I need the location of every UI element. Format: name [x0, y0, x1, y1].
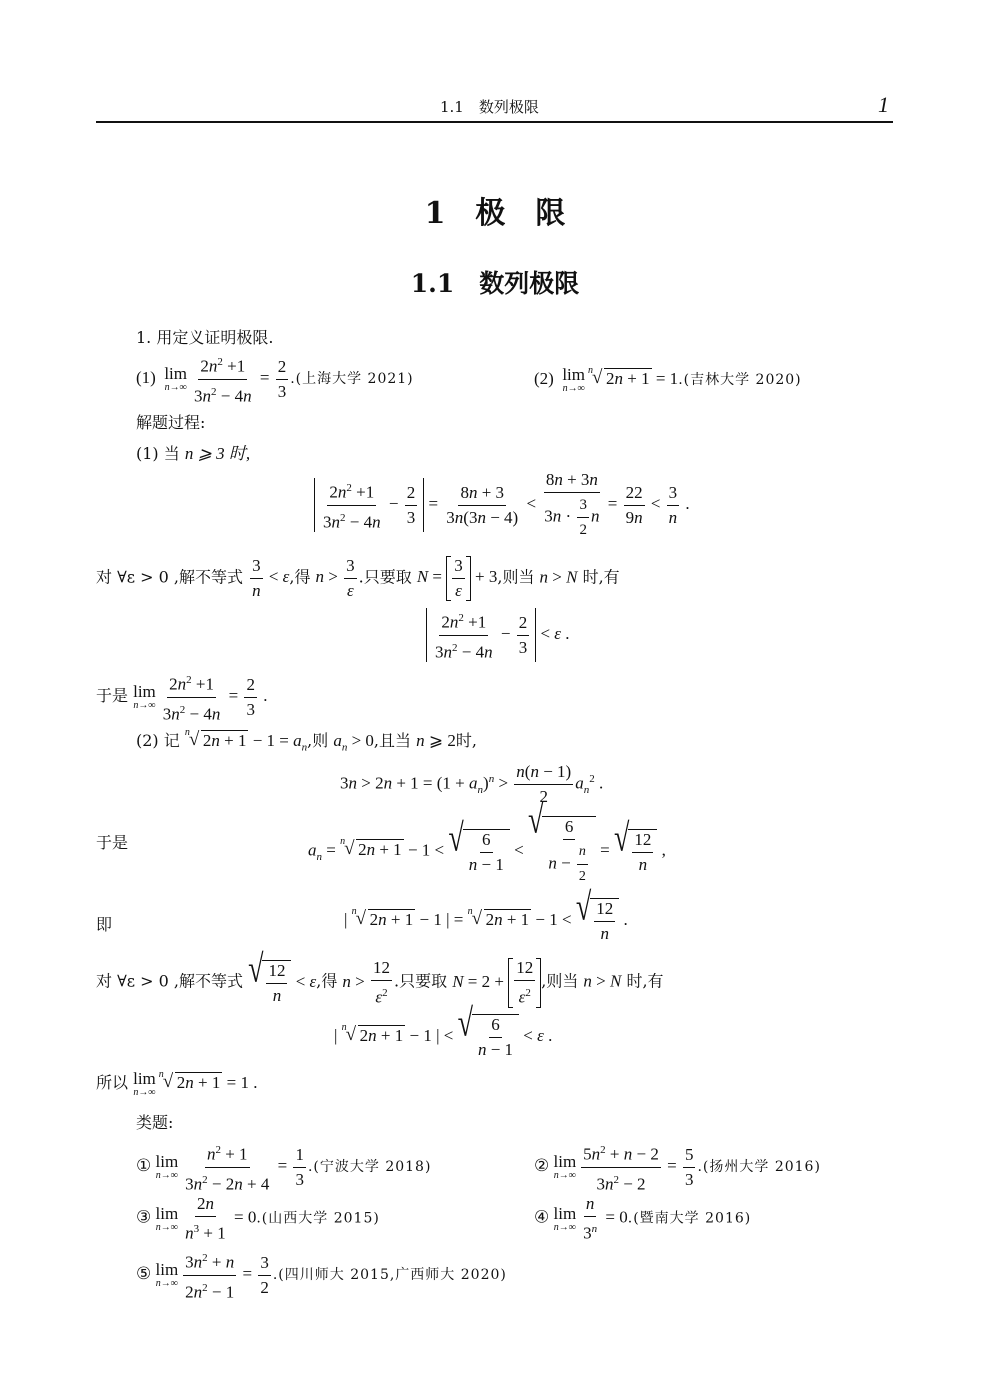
similar-source-3: .(山西大学 2015)	[256, 1210, 380, 1227]
solution-2-label: (2) 记	[136, 731, 180, 750]
have-text-2: 时,有	[626, 971, 664, 991]
solution-1-intro	[136, 439, 250, 464]
problem-intro: 1. 用定义证明极限.	[136, 328, 274, 347]
problem-1: (1) lim n→∞ $\frac{2n^2 +1}{3n^2 - 4n}$ = $\frac{2}{3}$ .(上海大学 2021)	[136, 352, 414, 406]
running-header: 1.1 数列极限	[440, 98, 539, 116]
for-any-text-1: 对 ∀ε > 0 ,解不等式	[96, 567, 243, 587]
similar-mark-3: ③	[136, 1207, 152, 1227]
problem-1-label: (1)	[136, 368, 156, 388]
solution-1-condition: n ⩾ 3 时,	[184, 444, 251, 463]
page-number: 1	[878, 92, 889, 117]
similar-source-2: .(扬州大学 2016)	[697, 1159, 821, 1176]
abs-bound-2: | n √ 2n + 1 − 1 | = n √ 2n + 1 − 1 < √ $\frac{12}{n}$ .	[344, 886, 628, 943]
yushi-text-1: 于是	[96, 686, 129, 706]
similar-mark-2: ②	[534, 1156, 550, 1176]
epsilon-line-1: 对 ∀ε > 0 ,解不等式 $\frac{3}{n}$ < ε,得 n > $\frac{3}{\varepsilon}$ .只要取 N = $\frac{3}{\varepsilon}$ + 3,则当 n > N 时,有	[96, 556, 620, 600]
solution-2-intro: (2) 记 n √ $2n + 1 - 1 = a_n$,则 $a_n > 0$,且当 n ⩾ 2时,	[136, 727, 477, 754]
problem-2-label: (2)	[534, 368, 554, 388]
similar-item-4: ④ lim n→∞ $\frac{n}{3^n}$ = 0.(暨南大学 2016)	[534, 1194, 752, 1243]
then-when-text-2: ,则当	[541, 971, 579, 991]
solution-heading: 解题过程:	[136, 413, 206, 432]
inequality-chain-1: $\frac{2n^2 +1}{3n^2 - 4n}$ − $\frac{2}{3}$ = $\frac{8n + 3}{3n(3n - 4)}$ < 8n + 3n 3n · $\frac{3}{2}$ n = $\frac{22}{9n}$ < $\frac{3}{n}$ .	[314, 470, 690, 540]
similar-item-5: ⑤ lim n→∞ $\frac{3n^2 + n}{2n^2 - 1}$ = $\frac{3}{2}$ .(四川师大 2015,广西师大 2020)	[136, 1248, 507, 1302]
then-when-text-1: ,则当	[497, 567, 535, 587]
similar-mark-5: ⑤	[136, 1264, 152, 1284]
an-bound: $a_n$ = n √ 2n + 1 − 1 < √ $\frac{6}{n - 1}$ < √ 6 n − $\frac{n}{2}$ = √ $\frac{12}{n}$ ,	[308, 816, 666, 887]
problem-1-source: .(上海大学 2021)	[290, 371, 414, 388]
header-rule	[96, 121, 893, 123]
similar-source-5: .(四川师大 2015,广西师大 2020)	[272, 1267, 507, 1284]
yushi-text-2: 于是	[96, 833, 129, 852]
get-n-text-2: ,得	[316, 971, 338, 991]
only-take-text-1: .只要取	[358, 567, 412, 587]
similar-item-2: ② lim n→∞ $\frac{5n^2 + n - 2}{3n^2 - 2}$ = $\frac{5}{3}$ .(扬州大学 2016)	[534, 1140, 821, 1194]
similar-mark-4: ④	[534, 1207, 550, 1227]
similar-heading: 类题:	[136, 1113, 174, 1132]
for-any-text-2: 对 ∀ε > 0 ,解不等式	[96, 971, 243, 991]
problem-2: (2) lim n→∞ n √ 2n + 1 = 1.(吉林大学 2020)	[534, 364, 802, 394]
similar-mark-1: ①	[136, 1156, 152, 1176]
get-n-text-1: ,得	[289, 567, 311, 587]
similar-source-1: .(宁波大学 2018)	[307, 1159, 432, 1176]
binomial-inequality: $3n > 2n + 1 = (1 + a_n)^n$ > $\frac{n(n - 1)}{2}$ $a_n^2$ .	[340, 762, 604, 806]
problem-2-source: .(吉林大学 2020)	[678, 371, 802, 388]
conclusion-2: 所以 lim n→∞ n √ 2n + 1 = 1 .	[96, 1069, 258, 1099]
suoyi-text: 所以	[96, 1073, 129, 1092]
only-take-text-2: .只要取	[394, 971, 448, 991]
similar-item-1: ① lim n→∞ $\frac{n^2 + 1}{3n^2 - 2n + 4}$ = $\frac{1}{3}$ .(宁波大学 2018)	[136, 1140, 431, 1194]
and-text-2: ,且当	[373, 731, 412, 750]
similar-item-3: ③ lim n→∞ $\frac{2n}{n^3 + 1}$ = 0.(山西大学 2015)	[136, 1194, 380, 1243]
solution-1-label: (1) 当	[136, 444, 180, 463]
similar-source-4: .(暨南大学 2016)	[627, 1210, 752, 1227]
conclusion-1: 于是 lim n→∞ $\frac{2n^2 +1}{3n^2 - 4n}$ = $\frac{2}{3}$ .	[96, 670, 267, 724]
epsilon-line-2: 对 ∀ε > 0 ,解不等式 √ $\frac{12}{n}$ < ε,得 n > $\frac{12}{\varepsilon^2}$ .只要取 N = 2 + $\frac{12}{\varepsilon^2}$ ,则当 n > N 时,有	[96, 947, 664, 1007]
abs-less-epsilon-2: | n √ 2n + 1 − 1 | < √ $\frac{6}{n - 1}$ < ε .	[334, 1002, 553, 1059]
abs-less-epsilon-1: $\frac{2n^2 +1}{3n^2 - 4n}$ − $\frac{2}{3}$ < ε .	[426, 608, 569, 662]
when-text-2: 时,	[455, 731, 477, 750]
ji-text: 即	[96, 915, 113, 934]
chapter-title: 1 极 限	[424, 196, 566, 231]
section-title: 1.1 数列极限	[410, 269, 580, 298]
then-text-2: ,则	[307, 731, 329, 750]
have-text-1: 时,有	[582, 567, 620, 587]
